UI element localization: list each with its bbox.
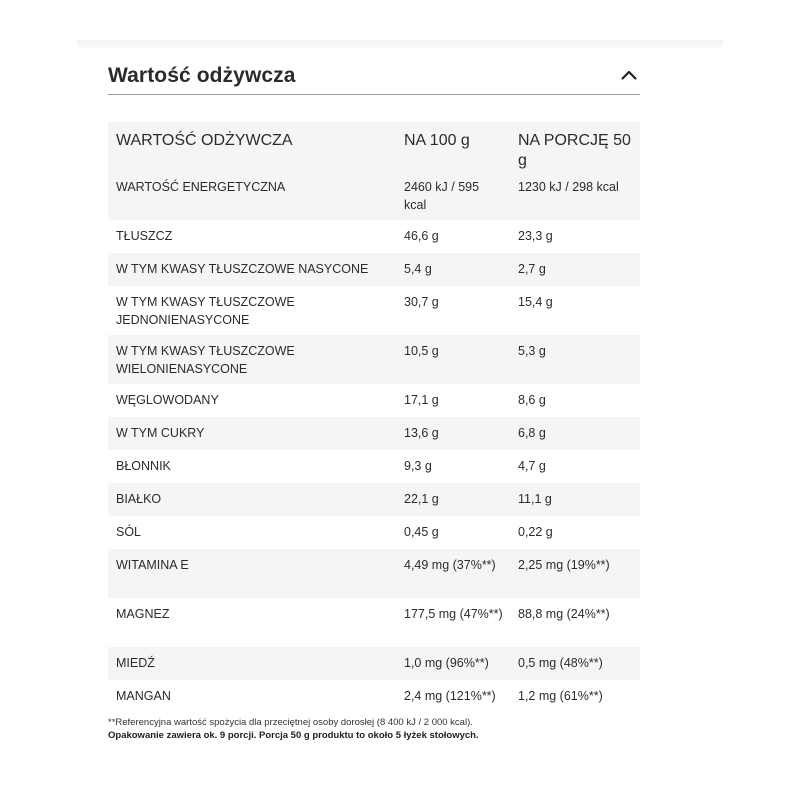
row-per-100g: 2,4 mg (121%**) (404, 689, 496, 703)
row-per-portion: 1230 kJ / 298 kcal (518, 180, 619, 194)
footnote-reference: **Referencyjna wartość spożycia dla przeciętnej osoby dorosłej (8 400 kJ / 2 000 kcal). (108, 717, 473, 728)
row-per-100g: 30,7 g (404, 295, 439, 309)
row-name: BŁONNIK (116, 459, 171, 473)
table-row (108, 549, 640, 598)
row-per-portion: 15,4 g (518, 295, 553, 309)
row-per-100g: 17,1 g (404, 393, 439, 407)
row-per-portion: 0,5 mg (48%**) (518, 656, 603, 670)
row-per-100g: 9,3 g (404, 459, 432, 473)
row-per-100g: 0,45 g (404, 525, 439, 539)
row-name: WARTOŚĆ ENERGETYCZNA (116, 180, 286, 194)
row-per-portion: 2,25 mg (19%**) (518, 558, 610, 572)
row-per-100g: 13,6 g (404, 426, 439, 440)
row-per-100g: 4,49 mg (37%**) (404, 558, 496, 572)
row-per-portion: 23,3 g (518, 229, 553, 243)
row-per-portion: 6,8 g (518, 426, 546, 440)
header-per-100g: NA 100 g (404, 132, 470, 149)
collapse-button[interactable] (618, 64, 640, 86)
row-per-portion: 11,1 g (518, 492, 552, 506)
header-nutrient: WARTOŚĆ ODŻYWCZA (116, 132, 293, 149)
row-name: W TYM KWASY TŁUSZCZOWE NASYCONE (116, 262, 369, 276)
row-name: WITAMINA E (116, 558, 189, 572)
row-name: SÓL (116, 525, 142, 539)
row-per-portion: 5,3 g (518, 344, 546, 358)
table-row (108, 286, 640, 335)
row-per-100g: 22,1 g (404, 492, 439, 506)
row-per-portion: 0,22 g (518, 525, 553, 539)
table-row (108, 450, 640, 483)
table-row (108, 335, 640, 384)
table-row (108, 680, 640, 713)
header-per-portion: NA PORCJĘ 50 g (518, 132, 631, 169)
row-name: MIEDŹ (116, 656, 155, 670)
section-header[interactable] (108, 56, 640, 95)
row-name: MANGAN (116, 689, 171, 703)
chevron-up-icon (621, 70, 637, 80)
footnote-package: Opakowanie zawiera ok. 9 porcji. Porcja 50 g produktu to około 5 łyżek stołowych. (108, 730, 479, 741)
row-name: W TYM KWASY TŁUSZCZOWE JEDNONIENASYCONE (116, 295, 295, 327)
table-row (108, 171, 640, 220)
row-name: WĘGLOWODANY (116, 393, 219, 407)
row-per-100g: 177,5 mg (47%**) (404, 607, 503, 621)
footnote (108, 716, 708, 742)
row-per-portion: 1,2 mg (61%**) (518, 689, 603, 703)
row-name: W TYM CUKRY (116, 426, 205, 440)
table-row (108, 253, 640, 286)
row-name: W TYM KWASY TŁUSZCZOWE WIELONIENASYCONE (116, 344, 295, 376)
row-per-portion: 8,6 g (518, 393, 546, 407)
table-row (108, 417, 640, 450)
row-name: TŁUSZCZ (116, 229, 173, 243)
row-per-100g: 1,0 mg (96%**) (404, 656, 489, 670)
row-name: BIAŁKO (116, 492, 162, 506)
table-row (108, 220, 640, 253)
nutrition-table (108, 122, 640, 713)
table-row (108, 516, 640, 549)
row-per-portion: 4,7 g (518, 459, 546, 473)
table-header-row (108, 122, 640, 171)
table-row (108, 384, 640, 417)
top-band (77, 40, 723, 48)
table-row (108, 598, 640, 647)
row-name: MAGNEZ (116, 607, 170, 621)
row-per-portion: 2,7 g (518, 262, 546, 276)
row-per-100g: 5,4 g (404, 262, 432, 276)
row-per-100g: 46,6 g (404, 229, 439, 243)
row-per-100g: 2460 kJ / 595 kcal (404, 180, 480, 212)
row-per-100g: 10,5 g (404, 344, 439, 358)
table-row (108, 483, 640, 516)
section-title: Wartość odżywcza (108, 64, 296, 87)
table-row (108, 647, 640, 680)
row-per-portion: 88,8 mg (24%**) (518, 607, 610, 621)
